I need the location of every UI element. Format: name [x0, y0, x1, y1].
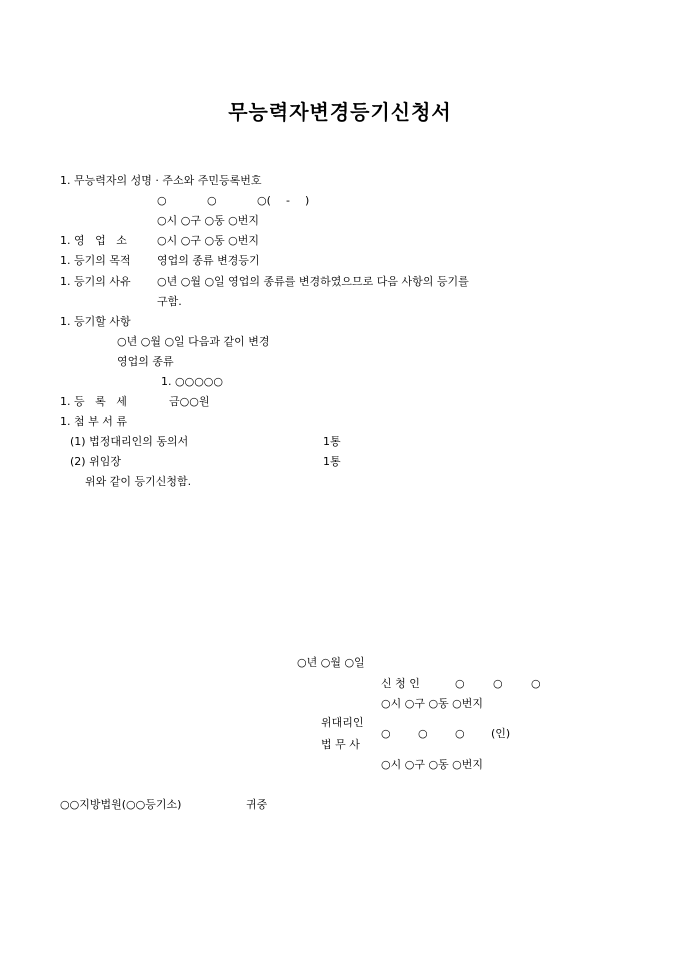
section-6-label: 1. 등 록 세 [60, 395, 127, 408]
registration-reason-cont: 구함. [157, 295, 182, 308]
seal-mark: (인) [491, 727, 511, 740]
lawyer-label: 법 무 사 [321, 738, 360, 751]
application-date: ○년 ○월 ○일 [297, 656, 365, 669]
section-4-label: 1. 등기의 사유 [60, 275, 131, 288]
applicant-circle: ○ [531, 677, 541, 690]
name-circle: ○ [207, 194, 217, 207]
agent-circle: ○ [418, 727, 428, 740]
name-circle: ○ [157, 194, 167, 207]
applicant-label: 신 청 인 [381, 677, 420, 690]
agent-label: 위대리인 [321, 716, 364, 729]
applicant-circle: ○ [455, 677, 465, 690]
document-title: 무능력자변경등기신청서 [228, 100, 452, 124]
business-address: ○시 ○구 ○동 ○번지 [157, 234, 260, 247]
agent-address: ○시 ○구 ○동 ○번지 [381, 758, 484, 771]
applicant-circle: ○ [493, 677, 503, 690]
registration-item-line: 1. ○○○○○ [161, 375, 223, 388]
address-text: ○시 ○구 ○동 ○번지 [157, 214, 260, 227]
registration-tax: 금○○원 [169, 395, 210, 408]
attachment-item: (2) 위임장 [70, 455, 121, 468]
court-suffix: 귀중 [246, 798, 268, 811]
agent-circle: ○ [381, 727, 391, 740]
registration-reason: ○년 ○월 ○일 영업의 종류를 변경하였으므로 다음 사항의 등기를 [157, 275, 469, 288]
registration-purpose: 영업의 종류 변경등기 [157, 254, 260, 267]
closing-statement: 위와 같이 등기신청함. [85, 475, 192, 488]
court-name: ○○지방법원(○○등기소) [60, 798, 182, 811]
agent-circle: ○ [455, 727, 465, 740]
applicant-address: ○시 ○구 ○동 ○번지 [381, 697, 484, 710]
section-3-label: 1. 등기의 목적 [60, 254, 131, 267]
attachment-count: 1통 [323, 455, 341, 468]
attachment-count: 1통 [323, 435, 341, 448]
section-2-label: 1. 영 업 소 [60, 234, 127, 247]
registration-item-line: ○년 ○월 ○일 다음과 같이 변경 [117, 335, 270, 348]
resident-number-dash: - [286, 194, 290, 207]
section-7-label: 1. 첨 부 서 류 [60, 415, 127, 428]
section-1-label: 1. 무능력자의 성명 · 주소와 주민등록번호 [60, 174, 262, 187]
resident-number-close: ) [305, 194, 310, 207]
resident-number-open: ○( [257, 194, 271, 207]
section-5-label: 1. 등기할 사항 [60, 315, 131, 328]
registration-item-line: 영업의 종류 [117, 355, 174, 368]
attachment-item: (1) 법정대리인의 동의서 [70, 435, 189, 448]
